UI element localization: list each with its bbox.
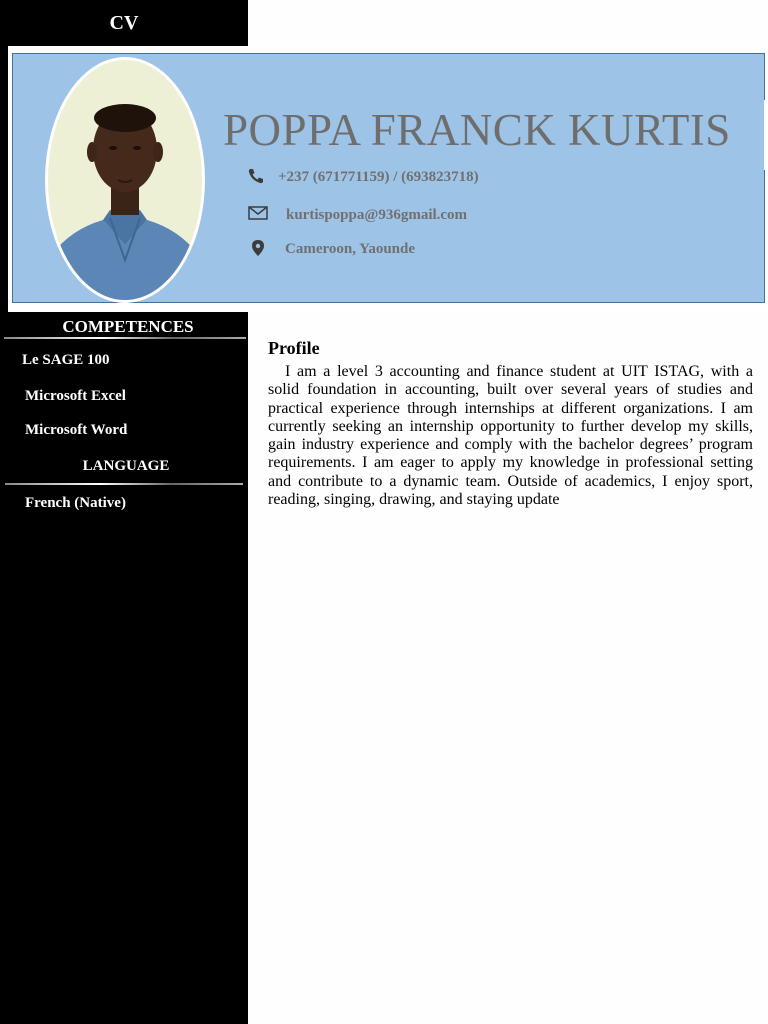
language-divider — [5, 483, 243, 485]
phone-icon — [247, 167, 267, 187]
skill-item: Microsoft Excel — [25, 388, 126, 404]
competences-divider — [4, 337, 246, 339]
language-heading: LANGUAGE — [82, 458, 170, 474]
profile-paragraph: I am a level 3 accounting and finance student at UIT ISTAG, with a solid foundation in accounting, built over several years of studies and practical experience through internships at different organizations. I am currently seeking an internship opportunity to further develop my skills, gain industry experience and comply with the bachelor degrees’ program requirements. I am eager to apply my knowledge in professional setting and contribute to a dynamic team. Outside of academics, I enjoy sport, reading, singing, drawing, and staying update — [268, 363, 753, 509]
cv-title: CV — [109, 12, 139, 34]
profile-heading: Profile — [268, 338, 320, 358]
envelope-icon — [248, 205, 268, 225]
profile-photo — [45, 57, 205, 303]
candidate-name: POPPA FRANCK KURTIS — [223, 105, 731, 155]
location-pin-icon — [251, 239, 271, 259]
competences-heading: COMPETENCES — [62, 317, 194, 336]
phone-number: +237 (671771159) / (693823718) — [278, 169, 479, 185]
skill-item: Le SAGE 100 — [22, 352, 110, 368]
location: Cameroon, Yaounde — [285, 241, 416, 257]
header-accent-line — [764, 100, 768, 170]
skill-item: Microsoft Word — [25, 422, 128, 438]
email-address: kurtispoppa@936gmail.com — [286, 207, 468, 223]
language-item: French (Native) — [25, 495, 126, 511]
